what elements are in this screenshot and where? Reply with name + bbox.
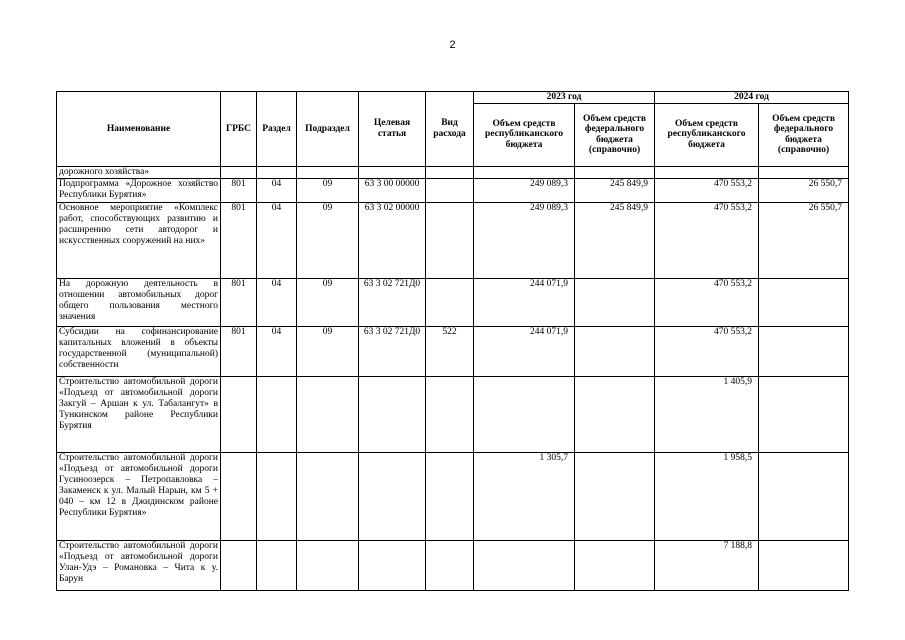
row-razdel xyxy=(257,452,297,540)
row-grbs xyxy=(221,376,257,452)
row-rep-2023 xyxy=(474,166,575,178)
row-razdel xyxy=(257,540,297,590)
row-grbs: 801 xyxy=(221,178,257,202)
row-razdel: 04 xyxy=(257,326,297,376)
row-rep-2024: 1 405,9 xyxy=(655,376,759,452)
row-podrazdel xyxy=(297,452,359,540)
row-grbs: 801 xyxy=(221,326,257,376)
row-target xyxy=(359,376,426,452)
row-razdel: 04 xyxy=(257,202,297,278)
row-vid xyxy=(426,376,474,452)
row-fed-2023 xyxy=(575,278,655,326)
row-target: 63 3 02 00000 xyxy=(359,202,426,278)
row-name: Строительство автомобильной дороги «Подъезд от автомобильной дороги Гусиноозерск – Петропавловка – Закаменск к ул. Малый Нарын, км 5 + 040 – км 12 в Джидинском районе Республики Бурятия» xyxy=(57,452,221,540)
row-target: 63 3 00 00000 xyxy=(359,178,426,202)
table-row xyxy=(57,178,849,202)
header-year-2023: 2023 год xyxy=(474,92,655,104)
row-rep-2024: 470 553,2 xyxy=(655,202,759,278)
row-fed-2024 xyxy=(759,452,849,540)
page-number: 2 xyxy=(449,39,456,51)
row-podrazdel xyxy=(297,540,359,590)
row-razdel xyxy=(257,166,297,178)
table-row xyxy=(57,326,849,376)
row-target xyxy=(359,452,426,540)
row-fed-2024 xyxy=(759,278,849,326)
row-razdel xyxy=(257,376,297,452)
row-fed-2023 xyxy=(575,452,655,540)
row-fed-2024: 26 550,7 xyxy=(759,202,849,278)
row-rep-2023 xyxy=(474,376,575,452)
row-target: 63 3 02 721Д0 xyxy=(359,278,426,326)
row-rep-2024: 470 553,2 xyxy=(655,278,759,326)
row-target: 63 3 02 721Д0 xyxy=(359,326,426,376)
row-rep-2024 xyxy=(655,166,759,178)
header-grbs: ГРБС xyxy=(221,92,257,167)
header-podrazdel: Подраздел xyxy=(297,92,359,167)
row-vid: 522 xyxy=(426,326,474,376)
budget-table xyxy=(56,91,849,591)
row-grbs: 801 xyxy=(221,202,257,278)
row-vid xyxy=(426,166,474,178)
header-razdel: Раздел xyxy=(257,92,297,167)
header-name: Наименование xyxy=(57,92,221,167)
header-rep-2023: Объем средств республиканского бюджета xyxy=(474,103,575,166)
row-fed-2024: 26 550,7 xyxy=(759,178,849,202)
header-fed-2024: Объем средств федерального бюджета (справочно) xyxy=(759,103,849,166)
table-row xyxy=(57,166,849,178)
row-vid xyxy=(426,452,474,540)
row-rep-2023: 244 071,9 xyxy=(474,278,575,326)
row-podrazdel xyxy=(297,166,359,178)
row-fed-2024 xyxy=(759,376,849,452)
row-razdel: 04 xyxy=(257,178,297,202)
header-rep-2024: Объем средств республиканского бюджета xyxy=(655,103,759,166)
row-podrazdel: 09 xyxy=(297,178,359,202)
row-fed-2023 xyxy=(575,376,655,452)
row-razdel: 04 xyxy=(257,278,297,326)
table-row xyxy=(57,452,849,540)
row-vid xyxy=(426,202,474,278)
header-expense-type: Вид расхода xyxy=(426,92,474,167)
row-fed-2023: 245 849,9 xyxy=(575,178,655,202)
row-vid xyxy=(426,540,474,590)
row-rep-2024: 1 958,5 xyxy=(655,452,759,540)
row-name: Субсидии на софинансирование капитальных вложений в объекты государственной (муниципальной) собственности xyxy=(57,326,221,376)
row-podrazdel: 09 xyxy=(297,202,359,278)
table-row xyxy=(57,540,849,590)
row-name: Строительство автомобильной дороги «Подъезд от автомобильной дороги Закгуй – Аршан к ул. Табалангут» в Тункинском районе Республики Бурятия xyxy=(57,376,221,452)
row-fed-2024 xyxy=(759,166,849,178)
header-year-2024: 2024 год xyxy=(655,92,849,104)
row-podrazdel: 09 xyxy=(297,326,359,376)
row-rep-2023: 249 089,3 xyxy=(474,178,575,202)
row-grbs xyxy=(221,166,257,178)
table-row xyxy=(57,278,849,326)
row-podrazdel: 09 xyxy=(297,278,359,326)
row-rep-2023: 244 071,9 xyxy=(474,326,575,376)
row-fed-2023 xyxy=(575,166,655,178)
row-rep-2024: 7 188,8 xyxy=(655,540,759,590)
row-vid xyxy=(426,178,474,202)
row-name: Подпрограмма «Дорожное хозяйство Республики Бурятия» xyxy=(57,178,221,202)
row-rep-2023 xyxy=(474,540,575,590)
row-fed-2023 xyxy=(575,326,655,376)
row-name: Основное мероприятие «Комплекс работ, способствующих развитию и расширению сети автодорог и искусственных сооружений на них» xyxy=(57,202,221,278)
row-fed-2023 xyxy=(575,540,655,590)
table-row xyxy=(57,202,849,278)
row-grbs xyxy=(221,452,257,540)
row-fed-2024 xyxy=(759,540,849,590)
header-target: Целевая статья xyxy=(359,92,426,167)
row-name: Строительство автомобильной дороги «Подъезд от автомобильной дороги Улан-Удэ – Романовка – Чита к у. Барун xyxy=(57,540,221,590)
row-rep-2023: 249 089,3 xyxy=(474,202,575,278)
row-grbs: 801 xyxy=(221,278,257,326)
row-podrazdel xyxy=(297,376,359,452)
row-rep-2024: 470 553,2 xyxy=(655,178,759,202)
row-rep-2023: 1 305,7 xyxy=(474,452,575,540)
row-name: На дорожную деятельность в отношении автомобильных дорог общего пользования местного значения xyxy=(57,278,221,326)
row-fed-2023: 245 849,9 xyxy=(575,202,655,278)
row-fed-2024 xyxy=(759,326,849,376)
header-fed-2023: Объем средств федерального бюджета (справочно) xyxy=(575,103,655,166)
row-target xyxy=(359,540,426,590)
row-vid xyxy=(426,278,474,326)
table-row xyxy=(57,376,849,452)
row-grbs xyxy=(221,540,257,590)
row-name: дорожного хозяйства» xyxy=(57,166,221,178)
row-target xyxy=(359,166,426,178)
row-rep-2024: 470 553,2 xyxy=(655,326,759,376)
